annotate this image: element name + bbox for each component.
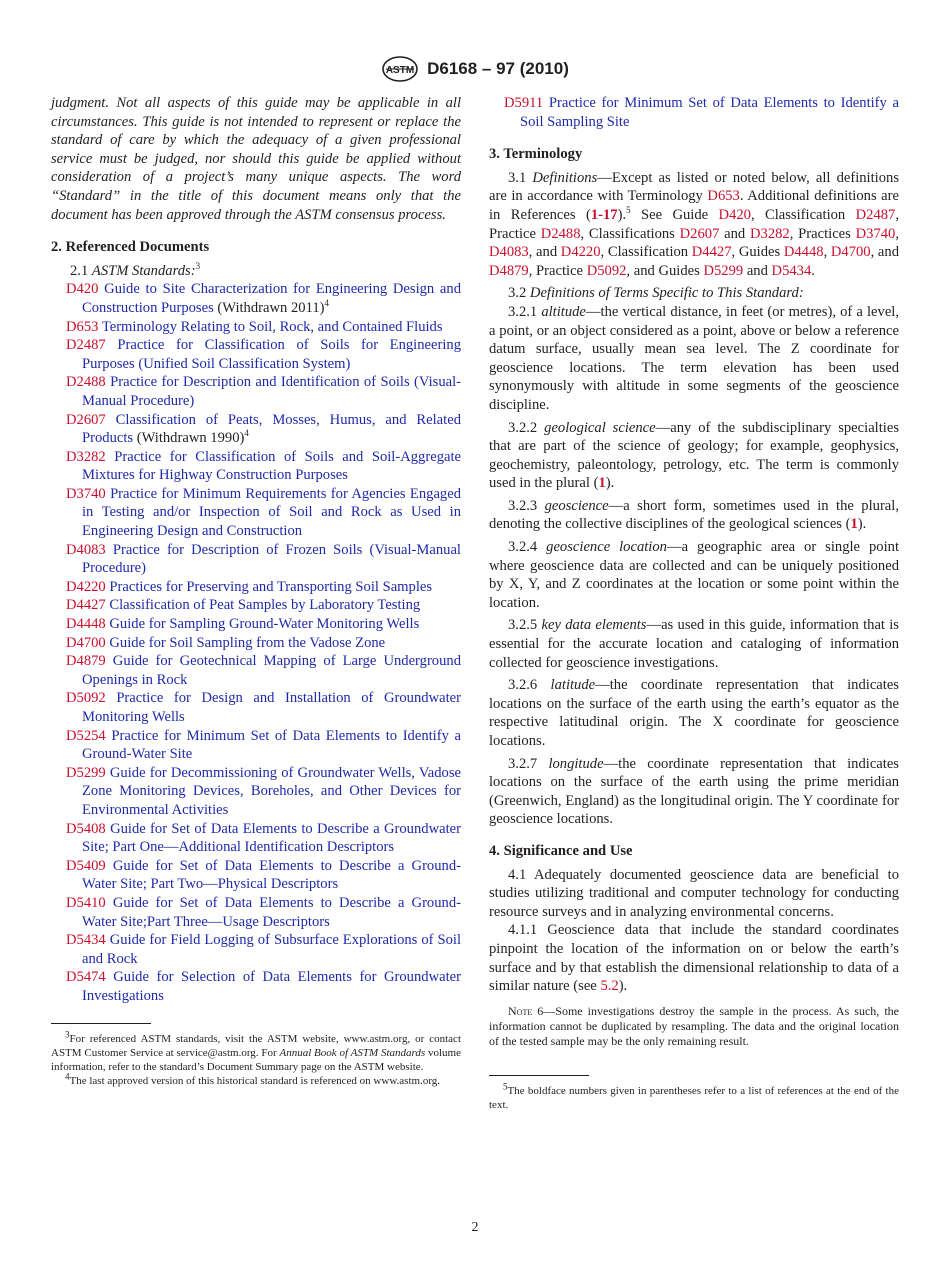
- ref-item-d4448[interactable]: [51, 615, 461, 634]
- ref-code: D4700: [66, 634, 106, 651]
- ref-code: D5408: [66, 820, 106, 837]
- ref-title: Guide for Selection of Data Elements for Groundwater Investigations: [82, 969, 461, 1004]
- link-ref-1b[interactable]: 1: [850, 516, 858, 533]
- document-designation: D6168 – 97 (2010): [427, 59, 569, 78]
- paragraph-3-2-1: 3.2.1 altitude—the vertical distance, in feet (or metres), of a level, a point, or an object considered as a point, above or below a reference datum surface, usually mean sea level. The Z coordinate for geoscience locations. The term elevation has been used synonymously with altitude in some segments of the geoscience discipline.: [489, 303, 900, 413]
- link-d4083[interactable]: D4083: [489, 244, 529, 261]
- link-d2607[interactable]: D2607: [679, 225, 720, 242]
- ref-title: Terminology Relating to Soil, Rock, and Contained Fluids: [101, 318, 443, 335]
- ref-footnote-mark: 4: [324, 298, 329, 309]
- ref-code: D5474: [66, 969, 106, 986]
- ref-item-d5408[interactable]: [51, 820, 461, 857]
- footnote-5: $^5$The boldface numbers given in parentheses refer to a list of references at the end of the text.: [489, 1081, 899, 1111]
- ref-title: Guide to Site Characterization for Engineering Design and Construction Purposes: [82, 281, 461, 316]
- ref-item-d5299[interactable]: [51, 764, 461, 820]
- ref-footnote-mark: 4: [244, 428, 249, 439]
- ref-title: Practices for Preserving and Transporting Soil Samples: [109, 578, 433, 595]
- ref-item-d5434[interactable]: [51, 931, 461, 968]
- ref-item-d2607[interactable]: [51, 411, 461, 448]
- ref-code: D3282: [66, 448, 106, 465]
- link-refs-1-17[interactable]: 1-17: [590, 206, 618, 223]
- ref-title: Practice for Description and Identification of Soils (Visual-Manual Procedure): [82, 374, 462, 409]
- ref-item-d2488[interactable]: [51, 373, 461, 410]
- link-d4220[interactable]: D4220: [560, 244, 601, 261]
- paragraph-3-2: 3.2 Definitions of Terms Specific to This Standard:: [508, 285, 804, 302]
- paragraph-3-1: 3.1 Definitions—Except as listed or noted below, all definitions are in accordance with Terminology D653. Additional definitions are in References (1-17).$^5$ See Guide D420, Classification D2487, Practice D2488, Classifications D2607 and D3282, Practices D3740, D4083, and D4220, Classification D4427, Guides D4448, D4700, and D4879, Practice D5092, and Guides D5299 and D5434.: [489, 169, 900, 279]
- ref-item-d5254[interactable]: [51, 727, 461, 764]
- subsection-2-1: 2.1 ASTM Standards:$^3$: [70, 260, 201, 279]
- ref-code: D5434: [66, 932, 106, 949]
- svg-text:ASTM: ASTM: [385, 65, 415, 76]
- ref-code: D5410: [66, 894, 106, 911]
- ref-title: Guide for Set of Data Elements to Describe a Groundwater Site; Part One—Additional Identification Descriptors: [82, 820, 461, 856]
- ref-title: Guide for Field Logging of Subsurface Explorations of Soil and Rock: [82, 932, 462, 967]
- section-2-title: 2. Referenced Documents: [51, 239, 210, 256]
- ref-code: D3740: [66, 485, 106, 502]
- footnote-4: $^4$The last approved version of this historical standard is referenced on www.astm.org.: [65, 1070, 441, 1087]
- ref-title: Guide for Decommissioning of Groundwater Wells, Vadose Zone Monitoring Devices, Boreholes, and Other Devices for Environmental Activities: [82, 764, 461, 818]
- ref-code: D653: [66, 318, 99, 335]
- ref-item-d420[interactable]: [51, 280, 461, 317]
- paragraph-3-2-6: 3.2.6 latitude—the coordinate representation that indicates locations on the surface of the earth using the earth’s equator as the respective latitudinal origin. The X coordinate for geoscience locations.: [489, 677, 899, 749]
- ref-code: D4448: [66, 616, 106, 633]
- ref-code: D2487: [66, 337, 106, 354]
- ref-item-d4879[interactable]: [51, 652, 461, 689]
- link-ref-1[interactable]: 1: [598, 475, 606, 492]
- ref-item-d4700[interactable]: [51, 634, 461, 653]
- ref-title: Practice for Classification of Soils and Soil-Aggregate Mixtures for Highway Construction Purposes: [82, 448, 461, 484]
- section-4-title: 4. Significance and Use: [489, 842, 633, 859]
- ref-code: D4427: [66, 597, 106, 614]
- link-d5299[interactable]: D5299: [703, 262, 744, 279]
- ref-title: Classification of Peat Samples by Laboratory Testing: [109, 597, 421, 614]
- ref-item-d5410[interactable]: [51, 894, 461, 931]
- ref-title: Practice for Minimum Requirements for Agencies Engaged in Testing and/or Inspection of Soil and Rock as Used in Engineering Design and Construction: [82, 485, 461, 540]
- ref-title: Practice for Classification of Soils for Engineering Purposes (Unified Soil Classification System): [82, 337, 461, 372]
- note-6: Note 6—Some investigations destroy the sample in the process. As such, the information cannot be duplicated by resampling. The data and the original location of the tested sample may be the only remaining result.: [489, 1003, 899, 1048]
- link-d4427[interactable]: D4427: [691, 244, 732, 261]
- ref-title: Guide for Sampling Ground-Water Monitoring Wells: [109, 616, 420, 633]
- footnote-3: $^3$For referenced ASTM standards, visit the ASTM website, www.astm.org, or contact ASTM Customer Service at service@astm.org. For Annual Book of ASTM Standards volume information, refer to the standard’s Document Summary page on the ASTM website.: [51, 1028, 461, 1073]
- ref-item-d3740[interactable]: [51, 485, 461, 541]
- link-d4879[interactable]: D4879: [489, 262, 529, 279]
- page-number: 2: [471, 1220, 479, 1235]
- ref-item-d5092[interactable]: [51, 689, 461, 726]
- paragraph-3-2-7: 3.2.7 longitude—the coordinate representation that indicates locations on the surface of the earth using the prime meridian (Greenwich, England) as the longitudinal origin. The Y coordinate for geoscience locations.: [489, 755, 899, 828]
- link-d2487[interactable]: D2487: [855, 206, 896, 223]
- link-d653[interactable]: D653: [707, 188, 740, 205]
- ref-code: D2488: [66, 374, 106, 391]
- link-d2488[interactable]: D2488: [540, 225, 581, 242]
- link-d420[interactable]: D420: [718, 206, 751, 223]
- ref-code: D4879: [66, 653, 106, 670]
- page-header: [0, 54, 950, 84]
- ref-title: Guide for Set of Data Elements to Describe a Ground-Water Site; Part Two—Physical Descriptors: [82, 857, 461, 893]
- ref-code: D4220: [66, 578, 106, 595]
- link-5-2[interactable]: 5.2: [600, 978, 619, 995]
- ref-title: Classification of Peats, Mosses, Humus, and Related Products: [82, 411, 461, 447]
- paragraph-3-2-5: 3.2.5 key data elements—as used in this guide, information that is essential for the accurate location and cataloging of information collected for geoscience investigations.: [489, 617, 899, 671]
- left-column: [51, 94, 461, 1088]
- ref-note: (Withdrawn 1990): [133, 430, 245, 447]
- ref-code: D5409: [66, 857, 106, 874]
- ref-title: Practice for Minimum Set of Data Elements to Identify a Ground-Water Site: [82, 727, 461, 763]
- ref-item-d4427[interactable]: [51, 596, 461, 615]
- ref-item-d2487[interactable]: [51, 336, 461, 373]
- ref-title: Practice for Design and Installation of Groundwater Monitoring Wells: [82, 690, 461, 725]
- ref-item-d5911[interactable]: D5911 Practice for Minimum Set of Data Elements to Identify a Soil Sampling Site: [504, 95, 899, 130]
- ref-item-d4083[interactable]: [51, 541, 461, 578]
- link-d4700[interactable]: D4700: [830, 244, 871, 261]
- link-d5434[interactable]: D5434: [771, 262, 812, 279]
- paragraph-4-1-1: 4.1.1 Geoscience data that include the standard coordinates pinpoint the location of the information on or below the earth’s surface and by that establish the dimensional relationship to data of a similar nature (see 5.2).: [489, 922, 899, 995]
- ref-code: D5254: [66, 727, 106, 744]
- link-d3282[interactable]: D3282: [750, 225, 790, 242]
- ref-title: Guide for Set of Data Elements to Describe a Ground-Water Site;Part Three—Usage Descriptors: [82, 894, 461, 930]
- ref-item-d653[interactable]: [51, 318, 461, 337]
- paragraph-3-2-2: 3.2.2 geological science—any of the subdisciplinary specialties that are part of the science of geology; for example, geophysics, geochemistry, paleontology, petrology, etc. The term is commonly used in the plural (1).: [489, 419, 899, 492]
- ref-title: Practice for Description of Frozen Soils (Visual-Manual Procedure): [82, 541, 461, 577]
- paragraph-3-2-4: 3.2.4 geoscience location—a geographic area or single point where geoscience data are collected and can be uniquely positioned by X, Y, and Z coordinates at the location or some point within the location.: [489, 539, 899, 611]
- link-d3740[interactable]: D3740: [855, 225, 896, 242]
- referenced-documents-list: [51, 280, 461, 1005]
- ref-title: Guide for Geotechnical Mapping of Large Underground Openings in Rock: [82, 653, 461, 688]
- ref-code: D5299: [66, 764, 106, 781]
- ref-code: D4083: [66, 541, 106, 558]
- ref-note: (Withdrawn 2011): [213, 299, 325, 316]
- section-3-title: 3. Terminology: [489, 146, 583, 163]
- ref-item-d4220[interactable]: [51, 578, 461, 597]
- right-column: [489, 94, 899, 1112]
- ref-code: D420: [66, 281, 99, 298]
- ref-item-d5474[interactable]: [51, 968, 461, 1005]
- astm-logo-icon: [381, 54, 419, 84]
- intro-paragraph: judgment. Not all aspects of this guide may be applicable in all circumstances. This guide is not intended to represent or replace the standard of care by which the adequacy of a given professional service must be judged, nor should this guide be applied without consideration of a project’s many unique aspects. The word “Standard” in the title of this document means only that the document has been approved through the ASTM consensus process.: [51, 95, 461, 223]
- ref-item-d3282[interactable]: [51, 448, 461, 485]
- paragraph-3-2-3: 3.2.3 geoscience—a short form, sometimes used in the plural, denoting the collective disciplines of the geological sciences (1).: [489, 497, 899, 533]
- ref-item-d5409[interactable]: [51, 857, 461, 894]
- paragraph-4-1: 4.1 Adequately documented geoscience data are beneficial to studies utilizing traditional and computer technology for conducting resource surveys and in analyzing environmental concerns.: [489, 866, 899, 920]
- ref-code: D5092: [66, 690, 106, 707]
- ref-title: Guide for Soil Sampling from the Vadose Zone: [109, 634, 386, 651]
- ref-code: D2607: [66, 411, 106, 428]
- link-d5092[interactable]: D5092: [586, 262, 627, 279]
- link-d4448[interactable]: D4448: [783, 244, 824, 261]
